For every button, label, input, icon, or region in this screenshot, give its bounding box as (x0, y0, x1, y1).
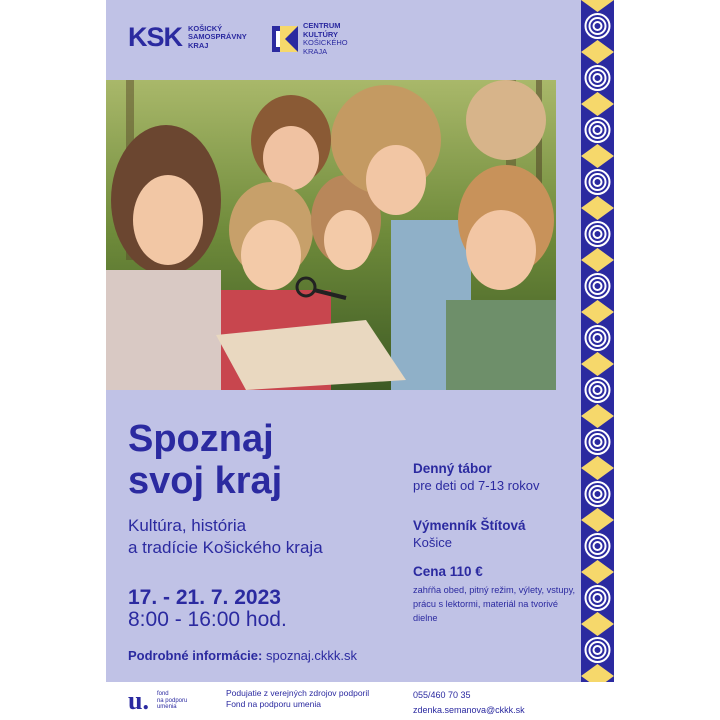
strip-motif (581, 208, 614, 260)
camp-desc: pre deti od 7-13 rokov (413, 478, 540, 493)
event-dates: 17. - 21. 7. 2023 (128, 586, 281, 609)
price-includes: zahŕňa obed, pitný režim, výlety, vstupy, prácu s lektormi, materiál na tvorivé dielne (413, 585, 576, 623)
strip-motif (581, 364, 614, 416)
event-details (413, 460, 578, 625)
ksk-logo (128, 22, 258, 53)
title-line-2: svoj kraj (128, 460, 283, 502)
strip-motif (581, 572, 614, 624)
footer (106, 682, 614, 720)
contact-email[interactable]: zdenka.semanova@ckkk.sk (413, 705, 525, 715)
event-title (128, 418, 282, 502)
ksk-logo-text: KOŠICKÝ SAMOSPRÁVNY KRAJ (188, 23, 247, 50)
camp-info (413, 460, 578, 494)
title-line-1: Spoznaj (128, 418, 274, 460)
ksk-logo-mark: KSK (128, 22, 183, 52)
poster-main (106, 0, 581, 682)
contact (413, 688, 525, 718)
strip-motif (581, 520, 614, 572)
venue-info (413, 517, 578, 551)
price-title: Cena 110 € (413, 564, 483, 579)
fund-logo-text: fond na podporu umenia (156, 691, 188, 711)
event-subtitle: Kultúra, história a tradície Košického kraja (128, 516, 323, 557)
event-times: 8:00 - 16:00 hod. (128, 608, 287, 631)
more-info (128, 648, 357, 663)
strip-motif (581, 416, 614, 468)
hero-photo (106, 80, 556, 390)
strip-motif (581, 624, 614, 676)
contact-phone[interactable]: 055/460 70 35 (413, 690, 471, 700)
price-info (413, 563, 578, 625)
ckkk-logo-icon (272, 26, 298, 52)
fund-logo (128, 688, 197, 714)
more-info-link[interactable]: spoznaj.ckkk.sk (265, 648, 358, 663)
ckkk-logo (272, 22, 373, 56)
strip-motif (581, 156, 614, 208)
strip-motif (581, 260, 614, 312)
poster (106, 0, 614, 720)
ckkk-logo-text: CENTRUM KULTÚRY KOŠICKÉHO KRAJA (303, 21, 348, 56)
strip-motif (581, 52, 614, 104)
venue-city: Košice (413, 535, 453, 550)
strip-motif (581, 104, 614, 156)
venue-title: Výmenník Štítová (413, 518, 526, 533)
fund-logo-mark: u. (128, 686, 149, 715)
camp-title: Denný tábor (413, 461, 492, 476)
funding-note: Podujatie z verejných zdrojov podporil Fond na podporu umenia (226, 688, 370, 709)
decorative-strip (581, 0, 614, 682)
more-info-label: Podrobné informácie: (128, 648, 263, 663)
strip-motif (581, 312, 614, 364)
strip-motif (581, 468, 614, 520)
strip-motif (581, 0, 614, 52)
